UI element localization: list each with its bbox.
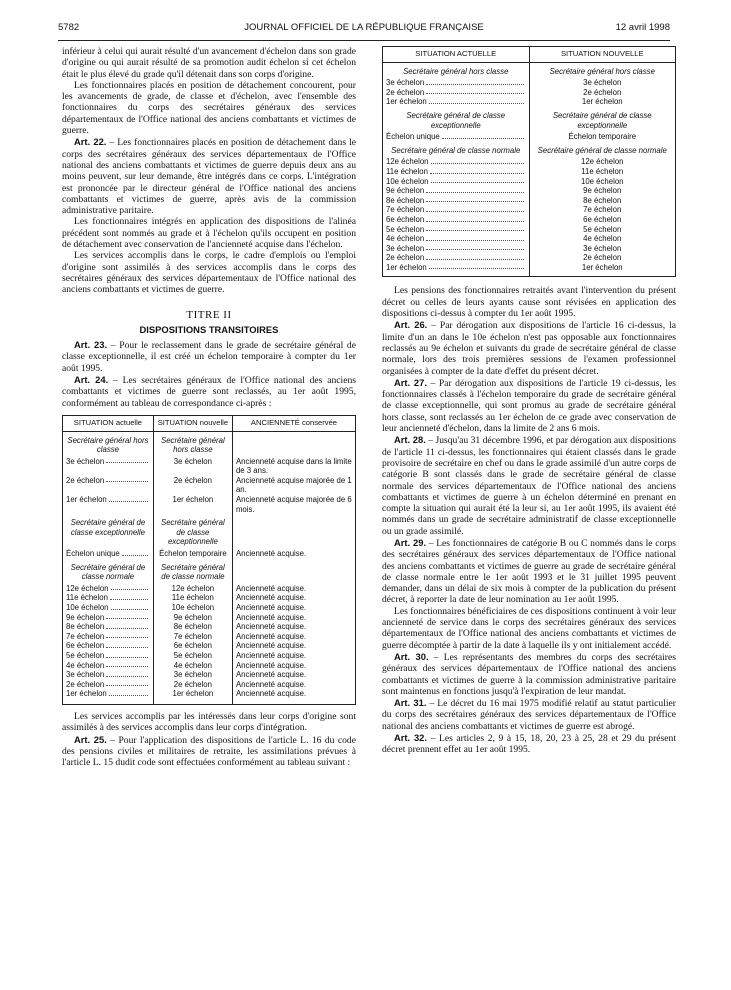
current-echelon — [383, 97, 530, 107]
seniority-cell: Ancienneté acquise. — [235, 612, 307, 622]
column-header: SITUATION NOUVELLE — [529, 47, 676, 63]
table-row — [63, 593, 356, 603]
seniority-cell: Ancienneté acquise majorée de 6 mois. — [235, 495, 352, 514]
table-row — [63, 584, 356, 594]
current-echelon — [63, 457, 154, 476]
assimilation-table — [382, 46, 676, 277]
page-number: 5782 — [58, 22, 80, 33]
leader-dots — [426, 244, 523, 251]
current-echelon — [383, 157, 530, 167]
table-row — [63, 632, 356, 642]
echelon-label: 3e échelon — [386, 243, 425, 253]
echelon-label: 8e échelon — [386, 195, 425, 205]
leader-dots — [430, 167, 524, 174]
current-echelon — [383, 263, 530, 273]
table-row — [63, 495, 356, 514]
table-row — [383, 225, 676, 235]
article-22 — [62, 136, 356, 216]
new-echelon: 1er échelon — [153, 689, 232, 699]
current-echelon — [63, 613, 154, 623]
leader-dots — [429, 97, 524, 104]
header-rule — [58, 40, 670, 41]
new-echelon: 12e échelon — [581, 157, 624, 167]
new-echelon: 1er échelon — [581, 97, 623, 107]
new-echelon: 12e échelon — [153, 584, 232, 594]
new-echelon: 2e échelon — [583, 87, 622, 97]
seniority-cell: Ancienneté acquise. — [235, 641, 307, 651]
leader-dots — [106, 613, 148, 620]
echelon-label: 4e échelon — [386, 234, 425, 244]
leader-dots — [106, 622, 148, 629]
current-echelon — [383, 253, 530, 263]
new-echelon: 5e échelon — [153, 651, 232, 661]
right-column — [382, 46, 676, 756]
echelon-label: 5e échelon — [66, 650, 105, 660]
echelon-label: 1er échelon — [66, 495, 107, 505]
echelon-label: 7e échelon — [66, 631, 105, 641]
new-echelon: 2e échelon — [583, 253, 622, 263]
new-echelon: 3e échelon — [153, 457, 232, 476]
article-text: – Les représentants des membres du corps des secrétaires généraux des services départementaux de l'Office national des anciens combattants et victimes de guerre à la commission administrative paritaire sont maintenus en fonctions jusqu'à l'expiration de leur mandat. — [382, 651, 676, 697]
seniority-cell: Ancienneté acquise. — [235, 670, 307, 680]
echelon-label: 3e échelon — [386, 78, 425, 88]
current-echelon — [383, 78, 530, 88]
table-row — [383, 196, 676, 206]
echelon-label: 1er échelon — [386, 97, 427, 107]
article-text: – Par dérogation aux dispositions de l'article 16 ci-dessus, la limite d'un an dans le 10e échelon n'est pas opposable aux fonctionnaires reclassés au 9e échelon et suivants du grade de secrétaire général de classe normale, lors des trois premières sessions de l'examen professionnel organisées à compter de la date d'effet du présent décret. — [382, 320, 676, 377]
leader-dots — [109, 495, 148, 502]
seniority-cell: Ancienneté acquise. — [235, 689, 307, 699]
leader-dots — [426, 205, 523, 212]
current-echelon — [63, 680, 154, 690]
publication-date: 12 avril 1998 — [615, 22, 670, 33]
echelon-label: 6e échelon — [66, 641, 105, 651]
seniority-cell: Ancienneté acquise. — [235, 549, 307, 559]
leader-dots — [106, 651, 148, 658]
current-echelon — [383, 244, 530, 254]
column-header: SITUATION actuelle — [63, 415, 154, 431]
echelon-label: 11e échelon — [66, 593, 108, 603]
new-echelon: 2e échelon — [153, 680, 232, 690]
table-row — [63, 622, 356, 632]
current-echelon — [63, 622, 154, 632]
echelon-label: 9e échelon — [66, 612, 105, 622]
echelon-label: 10e échelon — [386, 176, 429, 186]
column-header: ANCIENNETÉ conservée — [232, 415, 355, 431]
leader-dots — [426, 253, 523, 260]
article-30 — [382, 651, 676, 697]
table-row — [63, 651, 356, 661]
table-row — [63, 613, 356, 623]
leader-dots — [122, 549, 148, 556]
grade-label: Secrétaire général hors classe — [153, 431, 232, 457]
new-echelon: 3e échelon — [153, 670, 232, 680]
paragraph: Les services accomplis par les intéressés dans leur corps d'origine sont assimilés à des services accomplis dans leur corps d'intégration. — [62, 710, 356, 734]
article-31 — [382, 697, 676, 732]
new-echelon: 9e échelon — [583, 186, 622, 196]
echelon-label: 1er échelon — [66, 689, 107, 699]
table-row — [383, 215, 676, 225]
table-row — [63, 680, 356, 690]
current-echelon — [383, 177, 530, 187]
current-echelon — [63, 670, 154, 680]
new-echelon: 1er échelon — [153, 495, 232, 514]
leader-dots — [106, 476, 148, 483]
article-24 — [62, 374, 356, 409]
article-label: Art. 23. — [74, 339, 108, 351]
article-label: Art. 31. — [394, 697, 427, 709]
seniority-cell: Ancienneté acquise. — [235, 622, 307, 632]
current-echelon — [383, 167, 530, 177]
grade-label: Secrétaire général de classe normale — [383, 142, 530, 158]
article-label: Art. 27. — [394, 376, 427, 388]
new-echelon: 11e échelon — [153, 593, 232, 603]
seniority-cell: Ancienneté acquise. — [235, 660, 307, 670]
paragraph: Les services accomplis dans le corps, le cadre d'emplois ou l'emploi d'origine sont assimilés à des services accomplis dans le corps des secrétaires généraux des services départementaux de l'Office national des anciens combattants et victimes de guerre. — [62, 250, 356, 296]
paragraph: Les fonctionnaires bénéficiaires de ces dispositions continuent à voir leur ancienneté de service dans le corps des secrétaires généraux des services départementaux de l'Office national des anciens combattants et victimes de guerre décomptée à partir de la date à laquelle ils y ont initialement accédé. — [382, 605, 676, 651]
article-text: – Les articles 2, 9 à 15, 18, 20, 23 à 25, 28 et 29 du présent décret prennent effet au 1er août 1995. — [382, 733, 676, 756]
new-echelon: 3e échelon — [583, 78, 622, 88]
current-echelon — [63, 584, 154, 594]
leader-dots — [442, 132, 524, 139]
leader-dots — [106, 670, 148, 677]
grade-label: Secrétaire général hors classe — [383, 62, 530, 78]
echelon-label: 8e échelon — [66, 622, 105, 632]
article-text: – Le décret du 16 mai 1975 modifié relatif au statut particulier du corps des secrétaires généraux des services départementaux de l'Office national des anciens combattants et victimes de guerre est abrogé. — [382, 698, 676, 732]
article-25 — [62, 734, 356, 769]
article-32 — [382, 732, 676, 756]
article-27 — [382, 377, 676, 434]
leader-dots — [431, 157, 524, 164]
left-column — [62, 46, 356, 768]
new-echelon: 11e échelon — [581, 166, 624, 176]
paragraph: Les pensions des fonctionnaires retraités avant l'intervention du présent décret ou celles de leurs ayants cause sont révisées en application des dispositions ci-dessus à compter du 1er août 1995. — [382, 285, 676, 320]
column-header: SITUATION nouvelle — [153, 415, 232, 431]
leader-dots — [431, 177, 524, 184]
seniority-cell: Ancienneté acquise majorée de 1 an. — [235, 475, 352, 495]
column-header: SITUATION ACTUELLE — [383, 47, 530, 63]
table-row — [383, 88, 676, 98]
table-row — [383, 157, 676, 167]
seniority-cell: Ancienneté acquise. — [235, 583, 307, 593]
new-echelon: 7e échelon — [583, 205, 622, 215]
new-echelon: 10e échelon — [581, 176, 624, 186]
table-row — [63, 476, 356, 495]
echelon-label: Échelon unique — [66, 549, 120, 559]
table-row — [383, 263, 676, 273]
leader-dots — [106, 680, 148, 687]
article-text: – Les fonctionnaires de catégorie B ou C nommés dans le corps des secrétaires généraux des services départementaux de l'Office national des anciens combattants et victimes de guerre au grade de secrétaire général de classe normale entre le 1er août 1993 et le 31 juillet 1995 peuvent demander, dans un délai de six mois à compter de la publication du présent décret, à reporter la date de leur nomination au 1er août 1995. — [382, 538, 676, 606]
current-echelon — [383, 234, 530, 244]
grade-label: Secrétaire général hors classe — [549, 66, 655, 76]
table-row — [63, 661, 356, 671]
table-row — [383, 205, 676, 215]
current-echelon — [383, 132, 530, 142]
echelon-label: 9e échelon — [386, 186, 425, 196]
echelon-label: Échelon unique — [386, 132, 440, 142]
article-text: – Pour l'application des dispositions de l'article L. 16 du code des pensions civiles et militaires de retraite, les assimilations prévues à l'article L. 15 dudit code sont effectuées conformément au tableau suivant : — [62, 734, 356, 769]
seniority-cell: Ancienneté acquise. — [235, 593, 307, 603]
current-echelon — [63, 632, 154, 642]
echelon-label: 5e échelon — [386, 224, 425, 234]
echelon-label: 1er échelon — [386, 262, 427, 272]
table-row — [383, 253, 676, 263]
seniority-cell: Ancienneté acquise. — [235, 650, 307, 660]
leader-dots — [106, 661, 148, 668]
leader-dots — [426, 78, 523, 85]
current-echelon — [383, 205, 530, 215]
leader-dots — [426, 186, 523, 193]
article-label: Art. 28. — [394, 434, 426, 446]
leader-dots — [106, 457, 148, 464]
table-row — [383, 186, 676, 196]
grade-label: Secrétaire général de classe exceptionnelle — [153, 514, 232, 549]
paragraph: Les fonctionnaires placés en position de détachement concourent, pour les avancements de grade, de classe et d'échelon, avec l'ensemble des fonctionnaires du corps des secrétaires généraux des services départementaux de l'Office national des anciens combattants et victimes de guerre. — [62, 79, 356, 137]
new-echelon: 8e échelon — [153, 622, 232, 632]
echelon-label: 2e échelon — [66, 475, 105, 485]
grade-label: Secrétaire général hors classe — [63, 431, 154, 457]
echelon-label: 11e échelon — [386, 166, 428, 176]
grade-label: Secrétaire général de classe exceptionnelle — [383, 107, 530, 132]
article-text: – Par dérogation aux dispositions de l'article 19 ci-dessus, les fonctionnaires classés à l'échelon temporaire du grade de secrétaire général de classe exceptionnelle, qui sont promus au grade de secrétaire général hors classe, sont reclassés au 1er échelon de ce grade avec conservation de leur ancienneté d'échelon, dans la limite de 2 ans 6 mois. — [382, 377, 676, 435]
echelon-label: 12e échelon — [66, 583, 109, 593]
seniority-cell: Ancienneté acquise. — [235, 603, 307, 612]
paragraph: Les fonctionnaires intégrés en application des dispositions de l'alinéa précédent sont nommés au grade et à l'échelon qu'ils occupent en position de détachement avec conservation de l'ancienneté acquise dans l'échelon. — [62, 216, 356, 251]
leader-dots — [106, 632, 148, 639]
article-label: Art. 25. — [74, 733, 107, 745]
current-echelon — [383, 88, 530, 98]
article-23 — [62, 339, 356, 374]
leader-dots — [109, 689, 148, 696]
echelon-label: 12e échelon — [386, 157, 429, 167]
table-row — [63, 641, 356, 651]
current-echelon — [63, 651, 154, 661]
new-echelon: 2e échelon — [153, 476, 232, 495]
article-26 — [382, 319, 676, 376]
current-echelon — [63, 476, 154, 495]
table-row — [63, 549, 356, 559]
new-echelon: 3e échelon — [583, 243, 622, 253]
table-row — [383, 177, 676, 187]
table-row — [383, 167, 676, 177]
grade-label: Secrétaire général de classe normale — [153, 559, 232, 584]
table-row — [383, 244, 676, 254]
current-echelon — [383, 215, 530, 225]
current-echelon — [383, 225, 530, 235]
correspondence-table — [62, 415, 356, 705]
article-label: Art. 24. — [74, 374, 109, 386]
current-echelon — [63, 661, 154, 671]
current-echelon — [383, 196, 530, 206]
leader-dots — [111, 584, 148, 591]
new-echelon: 7e échelon — [153, 632, 232, 642]
journal-title: JOURNAL OFFICIEL DE LA RÉPUBLIQUE FRANÇAISE — [244, 22, 484, 33]
echelon-label: 4e échelon — [66, 660, 105, 670]
new-echelon: 8e échelon — [583, 195, 622, 205]
new-echelon: 4e échelon — [583, 234, 622, 244]
leader-dots — [426, 225, 523, 232]
article-text: – Jusqu'au 31 décembre 1996, et par dérogation aux dispositions de l'article 11 ci-dessus, les fonctionnaires qui étaient classés dans le grade provisoire de secrétaire en chef ou dans le grade assimilé d'un autre corps de catégorie B sont classés dans le grade de secrétaire général de classe normale des services départementaux de l'Office national des anciens combattants et victimes de guerre à un échelon déterminé en prenant en compte la situation qui aurait été la leur si, au 1er août 1995, ils avaient été nommés dans un grade de secrétaire administratif de classe exceptionnelle ou un grade assimilé. — [382, 435, 676, 537]
new-echelon: 5e échelon — [583, 224, 622, 234]
seniority-cell: Ancienneté acquise. — [235, 679, 307, 689]
leader-dots — [426, 215, 523, 222]
echelon-label: 6e échelon — [386, 214, 425, 224]
leader-dots — [111, 603, 148, 610]
section-heading: DISPOSITIONS TRANSITOIRES — [139, 323, 279, 335]
article-label: Art. 32. — [394, 732, 427, 744]
grade-label: Secrétaire général de classe normale — [63, 559, 154, 584]
page-header — [58, 22, 670, 36]
titre-heading: TITRE II — [186, 308, 232, 321]
table-row — [383, 132, 676, 142]
echelon-label: 2e échelon — [66, 679, 105, 689]
article-28 — [382, 434, 676, 537]
current-echelon — [63, 495, 154, 514]
leader-dots — [426, 234, 523, 241]
table-row — [383, 97, 676, 107]
leader-dots — [426, 88, 523, 95]
echelon-label: 3e échelon — [66, 456, 105, 466]
article-text: – Les fonctionnaires placés en position de détachement dans le corps des secrétaires généraux des services départementaux de l'Office national des anciens combattants et victimes de guerre depuis deux ans au moins peuvent, sur leur demande, être intégrés dans ce corps. L'intégration est prononcée par le directeur général de l'Office national des anciens combattants et victimes de guerre, après avis de la commission administrative paritaire. — [62, 137, 356, 217]
current-echelon — [63, 603, 154, 613]
leader-dots — [429, 263, 524, 270]
current-echelon — [63, 549, 154, 559]
new-echelon: 6e échelon — [153, 641, 232, 651]
new-echelon: 9e échelon — [153, 613, 232, 623]
table-row — [383, 234, 676, 244]
echelon-label: 7e échelon — [386, 205, 425, 215]
article-label: Art. 29. — [394, 537, 427, 548]
table-row — [63, 670, 356, 680]
article-text: – Pour le reclassement dans le grade de secrétaire général de classe exceptionnelle, il est créé un échelon temporaire à compter du 1er août 1995. — [62, 340, 356, 374]
table-row — [383, 78, 676, 88]
new-echelon: 6e échelon — [583, 214, 622, 224]
echelon-label: 10e échelon — [66, 603, 109, 612]
new-echelon: 4e échelon — [153, 661, 232, 671]
grade-label: Secrétaire général de classe exceptionnelle — [63, 514, 154, 549]
article-label: Art. 26. — [394, 319, 428, 331]
paragraph: inférieur à celui qui aurait résulté d'un avancement d'échelon dans son grade d'origine ou qui aurait résulté de sa promotion audit échelon si cet échelon était le plus élevé du grade qu'il détenait dans son corps d'origine. — [62, 46, 356, 80]
current-echelon — [63, 689, 154, 699]
table-row — [63, 457, 356, 476]
new-echelon: Échelon temporaire — [153, 549, 232, 559]
current-echelon — [63, 641, 154, 651]
leader-dots — [110, 593, 148, 600]
article-29 — [382, 537, 676, 606]
new-echelon: 1er échelon — [581, 262, 623, 272]
article-text: – Les secrétaires généraux de l'Office national des anciens combattants et victimes de guerre sont reclassés, au 1er août 1995, conformément au tableau de correspondance ci-après : — [62, 375, 356, 409]
grade-label: Secrétaire général de classe normale — [537, 145, 667, 155]
leader-dots — [106, 641, 148, 648]
echelon-label: 2e échelon — [386, 87, 425, 97]
leader-dots — [426, 196, 523, 203]
grade-label: Secrétaire général de classe exceptionnelle — [552, 110, 652, 130]
seniority-cell: Ancienneté acquise dans la limite de 3 ans. — [235, 456, 352, 476]
seniority-cell: Ancienneté acquise. — [235, 631, 307, 641]
article-label: Art. 22. — [74, 136, 107, 148]
new-echelon: 10e échelon — [153, 603, 232, 613]
current-echelon — [383, 186, 530, 196]
echelon-label: 2e échelon — [386, 253, 425, 263]
table-row — [63, 603, 356, 613]
new-echelon: Échelon temporaire — [568, 132, 637, 142]
article-label: Art. 30. — [394, 650, 429, 662]
echelon-label: 3e échelon — [66, 670, 105, 680]
current-echelon — [63, 593, 154, 603]
table-row — [63, 689, 356, 699]
